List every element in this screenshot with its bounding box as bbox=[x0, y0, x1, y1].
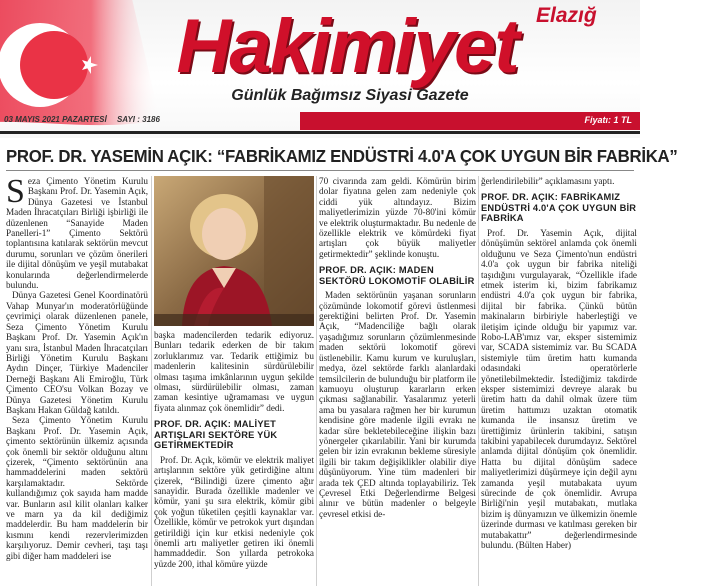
column-divider bbox=[151, 176, 152, 586]
body-paragraph: Dünya Gazetesi Genel Koordinatörü Vahap Munyar'ın moderatörlüğünde çevrimiçi olarak düzenlenen panele, Seza Çimento Yönetim Kurulu Başkanı Prof. Dr. Yasemin Açık'ın yanı sıra, İstanbul Maden İhracatçıları Birliği Yönetim Kurulu Başkanı Aydın Dinçer, Türkiye Madenciler Derneği Başkanı Ali Emiroğlu, Türk Çimento CEO'su Volkan Bozay ve Dünya Gazetesi Yönetim Kurulu Başkanı Hakan Güldağ katıldı. bbox=[6, 290, 148, 415]
article-column-2 bbox=[154, 330, 314, 588]
info-strip-left bbox=[0, 112, 300, 130]
body-paragraph: ğerlendirilebilir” açıklamasını yaptı. bbox=[481, 176, 615, 186]
lead-paragraph-text: eza Çimento Yönetim Kurulu Başkanı Prof. Dr. Yasemin Açık, Dünya Gazetesi ve İstanbul Maden İhracatçıları Birliği işbirliği ile düzenlenen “Sanayide Maden Panelleri-1” Çimento Sektörü toplantısına katılarak sektörün mevcut durumu, sorunları ve çözüm önerileri ile dijital dönüşüm ve yeşil mutabakat konularında değerlendirmelerde bulundu. bbox=[6, 176, 148, 291]
body-paragraph: Seza Çimento Yönetim Kurulu Başkanı Prof. Dr. Yasemin Açık, çimento sektörünün ülkemiz açısında çok önemli bir sektör olduğunu altını çizerek, “Çimento sektörünün ana hammaddelerini maden sektörü karşılamaktadır. Sektörde kullandığımız çok sayıda ham madde var. Bunların asıl kilit olanları kalker ve marn ya da kil dediğimiz maddelerdir. Bu ham maddelerin bir kısmını kendi rezervlerimizden karşılıyoruz. Demir cevheri, taşı taşı gibi diğer ham maddeleri ise bbox=[6, 415, 148, 561]
portrait-photo bbox=[154, 176, 314, 326]
article-headline: PROF. DR. YASEMİN AÇIK: “FABRİKAMIZ ENDÜSTRİ 4.0'A ÇOK UYGUN BİR FABRİKA” bbox=[6, 146, 678, 166]
body-paragraph: Prof. Dr. Yasemin Açık, dijital dönüşümün sektörel anlamda çok önemli olduğunu ve Seza Çimento'nun endüstri 4.0'a çok uygun bir fabrika niteliği taşıdığını vurgulayarak, “Özellikle ifade etmek isterim ki, bizim fabrikamız endüstri 4.0'a çok uygun bir fabrika, dijital bir fabrika. Çünkü bütün makinaların birbiriyle haberleştiği ve iletişim içinde olduğu bir yapımız var. Robo-LAB'ımız var, eksper sistemimiz var, SCADA sistemimiz var. Bu SCADA sistemiyle tüm üretim hattı kumanda odasındaki operatörlerle yönetilebilmektedir. İstediğimiz takdirde eksper sistemimizi devreye alarak bu üretim hattı da dahil olmak üzere tüm üretim hattımızı uzaktan otomatik kumanda ile insansız üretim ve ürettiğimiz ürünlerin takibini, satışın takibini yapabilecek durumdayız. Sektörel anlamda dijital dönüşüm çok önemlidir. Hatta bu dijital dönüşüm sadece maliyetlerimizi düşürmeye için değil aynı zamanda yeşil mutabakata uyum sürecinde de çok önemlidir. Avrupa Birliği'nin yeşil mutabakatı, mutlaka bizim iş dünyamızın ve ülkemizin önemle üzerinde durması ve katılması gereken bir mutabakattır” değerlendirmesinde bulundu. (Bülten Haber) bbox=[481, 227, 637, 551]
headline-divider bbox=[6, 170, 634, 171]
slogan: Yeni Elazığ'ın Gazetesi bbox=[678, 113, 727, 155]
masthead-divider bbox=[0, 131, 640, 134]
portrait-photo-icon bbox=[154, 176, 314, 326]
issue-info bbox=[4, 115, 168, 124]
tagline: Günlük Bağımsız Siyasi Gazete bbox=[231, 87, 469, 104]
info-strip-right bbox=[300, 112, 727, 155]
body-paragraph: 70 civarında zam geldi. Kömürün birim dolar fiyatına gelen zam nedeniyle çok ciddi yük altındayız. Bizim maliyetlerimizin yüzde 70-80'ini kömür ve elektrik oluşturmaktadır. Bu nedenle de özellikle elektrik ve kömürdeki fiyat artışları çok büyük maliyetler getirmektedir” şeklinde konuştu. bbox=[319, 176, 476, 259]
subheading: PROF. DR. AÇIK: MADEN SEKTÖRÜ LOKOMOTİF OLABİLİR bbox=[319, 265, 475, 286]
body-paragraph: Maden sektörünün yaşanan sorunların çözümünde lokomotif görevi üstlenmesi gerektiğini belirten Prof. Dr. Yasemin Açık, “Madenciliğe bağlı olarak yaşadığımız sorunların çözümlenmesinde maden sektörü lokomotif görevi üstlenebilir. Kamu kurum ve kuruluşları, medya, özel sektörde farklı alanlardaki temsilcilerin de bulunduğu bir platform ile kamuoyu oluşturup kararların erken çıkması sağlanabilir. Yasalarımız yeterli ama bu yasalara rağmen her bir kurumun kendisine göre madenle ilgili evrakı ne kadar süre bekletebileceğine ilişkin bazı yönergeler çıkarılabilir. Yani bir kurumda gelen bir izin evrakının bekleme süresiyle ilgili bir takım değişiklikler olabilir diye düşünüyorum. Yine tüm madenleri bir arada tek ÇED altında toplayabiliriz. Tek Çevresel Etki Değerlendirme Belgesi alınır ve bütün madenler o belgeyle çevresel etkisi de- bbox=[319, 290, 476, 519]
subheading: PROF. DR. AÇIK: FABRİKAMIZ ENDÜSTRİ 4.0'A ÇOK UYGUN BİR FABRİKA bbox=[481, 192, 637, 224]
drop-cap: S bbox=[6, 173, 25, 210]
column-divider bbox=[478, 176, 479, 586]
brand-city: Elazığ bbox=[536, 4, 597, 27]
issue-date: 03 MAYIS 2021 PAZARTESİ bbox=[4, 115, 107, 124]
issue-number: SAYI : 3186 bbox=[116, 115, 160, 124]
info-strip bbox=[0, 112, 727, 155]
body-paragraph: başka madencilerden tedarik ediyoruz. Bunları tedarik ederken de bir takım zorluklarımız var. Tedarik ettiğimiz bu madenlerin kalitesinin sürdürülebilir olması taşıma imkânlarının uygun şekilde olması, sürdürülebilir olması, zaman zaman kesintiye uğramaması ve uygun fiyata alınmaz çok önemlidir” dedi. bbox=[154, 330, 314, 413]
masthead bbox=[0, 0, 727, 155]
article-column-3 bbox=[319, 176, 476, 588]
article-column-1 bbox=[6, 173, 148, 588]
column-divider bbox=[316, 176, 317, 586]
lead-paragraph bbox=[6, 173, 148, 291]
subheading: PROF. DR. AÇIK: MALİYET ARTIŞLARI SEKTÖRE YÜK GETİRMEKTEDİR bbox=[154, 419, 278, 451]
newspaper-logo: Hakimiyet bbox=[176, 4, 518, 89]
price: Fiyatı: 1 TL bbox=[584, 115, 632, 125]
body-paragraph: Prof. Dr. Açık, kömür ve elektrik maliyet artışlarının sektöre yük getirdiğine altını çizerek, “Bilindiği üzere çimento ağır sanayidir. Burada özellikle madenler ve kömür, yani şu sıra elektrik, kömür gibi çok yoğun tüketilen çeşitli kaynaklar var. Özellikle, kömür ve petrokok yurt dışından getirildiği için kur etkisi nedeniyle çok önemli artı maliyetler getiren iki önemli hammaddedir. Son yıllarda petrokoka yüzde 200, ithal kömüre yüzde bbox=[154, 454, 314, 569]
article-column-4 bbox=[481, 176, 637, 588]
